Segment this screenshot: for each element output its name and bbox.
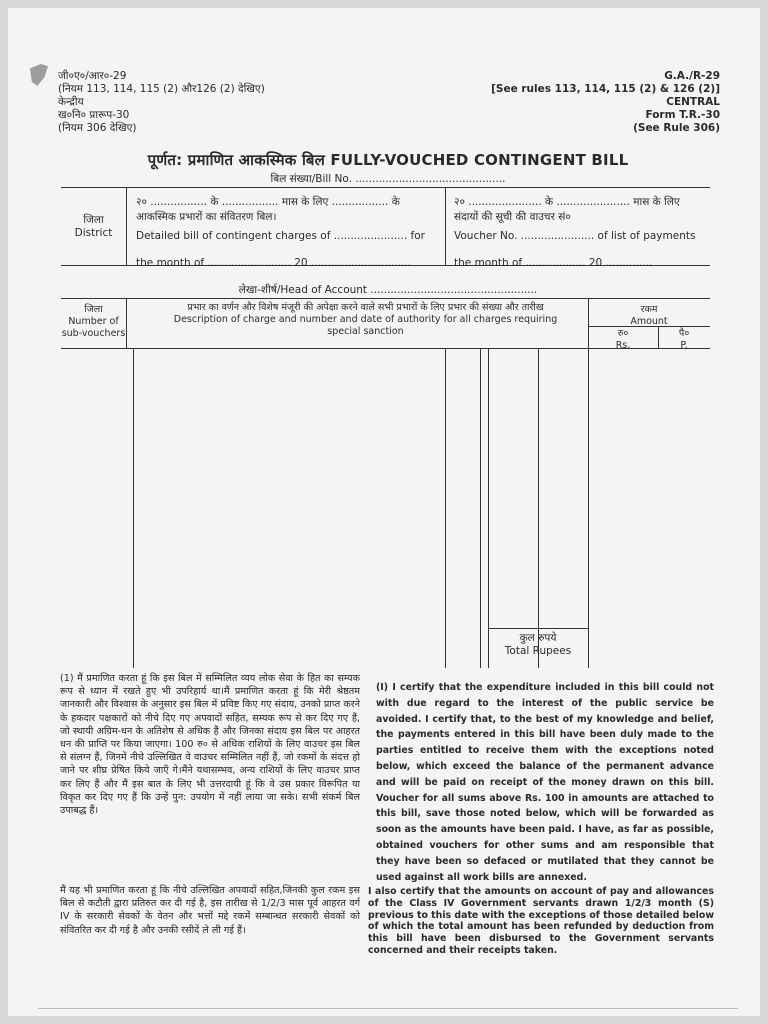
total-rupees-label [488, 632, 588, 658]
table-rule [445, 348, 446, 668]
table-rule [488, 348, 489, 668]
rule [61, 187, 710, 188]
header-right-line: (See Rule 306) [633, 122, 720, 134]
block-line: २० ...................... के ...................... मास के लिए [454, 196, 680, 208]
col-header-english: Rs. [615, 340, 631, 351]
col-subvouchers-header [61, 304, 126, 340]
corner-smudge [30, 64, 48, 86]
block-line: Voucher No. ...................... of list of payments [454, 230, 696, 242]
header-right-line: CENTRAL [666, 96, 720, 108]
voucher-block [454, 196, 712, 270]
title-english: FULLY-VOUCHED CONTINGENT BILL [330, 151, 629, 169]
certificate-hindi-2: मैं यह भी प्रमाणित करता हूं कि नीचे उल्लिखित अपवादों सहित,जिनकी कुल रकम इस बिल से कटौती द्वारा प्रतिरुत कर दी गई है, इस तारीख से 1/2/3 मास पूर्व आहरत वर्ग IV के सरकारी सेवकों के वेतन और भत्तों मद्दे रकमें सम्बान्धत सरकारी सेवकों को संवितरित कर दी गई है और उनकी रसीदें ले ली गई हैं। [60, 885, 360, 936]
block-line: संदायों की सूची की वाउचर सं० [454, 211, 571, 223]
header-left-line: केन्द्रीय [58, 96, 84, 108]
col-paise-header [658, 328, 710, 352]
bill-number: बिल संख्या/Bill No. ............................................. [270, 173, 506, 185]
form-title [108, 150, 668, 170]
total-hindi: कुल रुपये [519, 632, 557, 644]
col-rupees-header [588, 328, 658, 352]
table-rule [538, 348, 539, 668]
certificate-english-2: I also certify that the amounts on account of pay and allowances of the Class IV Government servants drawn 1/2/3 month (S) previous to this date with the exceptions of those detailed below of which the total amount has been refunded by deduction from this bill have been disbursed to the Government servants concerned and their receipts taken. [368, 886, 714, 956]
col-header-english: Number of sub-vouchers [61, 316, 126, 339]
district-label [61, 214, 126, 240]
total-english: Total Rupees [504, 645, 572, 657]
district-hindi: जिला [83, 214, 104, 226]
col-header-hindi: रकम [640, 304, 658, 315]
header-right-line: G.A./R-29 [664, 70, 720, 82]
header-right-line: [See rules 113, 114, 115 (2) & 126 (2)] [491, 83, 720, 95]
col-header-english: Amount [630, 316, 668, 327]
col-header-english: Description of charge and number and date of authority for all charges requiring special sanction [173, 314, 558, 337]
header-left-line: जी०ए०/आर०-29 [58, 70, 127, 82]
block-line: the month of ......................... 20 .............................. [136, 257, 412, 269]
rule [445, 187, 446, 265]
certificate-english-1: (I) I certify that the expenditure included in this bill could not with due regard to the interest of the public service be avoided. I certify that, to the best of my knowledge and belief, the payments entered in this bill have been duly made to the parties entitled to receive them with the exceptions noted below, which exceed the balance of the permanent advance and will be paid on receipt of the money drawn on this bill. Voucher for all sums above Rs. 100 in amounts are attached to this bill, save those noted below, which will be forwarded as soon as the amounts have been paid. I have, as far as possible, obtained vouchers for other sums and am responsible that they have been so defaced or mutilated that they cannot be used against all work bills are annexed. [376, 682, 714, 883]
col-header-hindi: पै० [678, 328, 690, 339]
certificate-hindi-1: (1) मैं प्रमाणित करता हूं कि इस बिल में सम्मिलित व्यय लोक सेवा के हित का सम्यक रूप से ध्यान में रखते हुए भी उपरिहार्य था।मैं प्रमाणित करता हूं कि मेरी श्रेष्ठतम जानकारी और विश्वास के अनुसार इस बिल में प्रविष्ट किए गए संदाय, उनको प्राप्त करने के हकदार पक्षकारों को नीचे दिए गए अपवादों सहित, सम्यक रूप से कर दिए गए हैं, जो स्थायी अग्रिम-धन के अतिशेष से अधिक हैं और जिनका संदाय इस बिल पर आहरत धन की प्राप्ति पर किया जाएगा। 100 रु० से अधिक राशियों के लिए वाउचर इस बिल से संलग्न हैं, जिनमें नीचे उल्लिखित वे वाउचर सम्मिलित नहीं हैं, जो रकमों के संदत्त हो जाने पर शीघ्र प्रेषित किये जाएँ गे।मैंने यथासम्भव, अन्य राशियों के लिए वाउचर प्राप्त कर लिए हैं और मैं इस बात के लिए भी उत्तरदायी हूं कि वे उस प्रकार विरूपित या विकृत कर दिए गए हैं कि उन्हें पुन: उपयोग में नहीं लाया जा सके। सभी संकर्म बिल उपाबद्ध हैं। [60, 673, 360, 817]
table-rule [133, 348, 134, 668]
district-english: District [74, 227, 113, 239]
block-line: Detailed bill of contingent charges of ...................... for [136, 230, 425, 242]
contingent-charges-block [136, 196, 441, 270]
header-right [458, 70, 720, 135]
col-header-hindi: जिला [84, 304, 103, 315]
header-left-line: (नियम 113, 114, 115 (2) और126 (2) देखिए) [58, 83, 265, 95]
title-hindi: पूर्णत: प्रमाणित आकस्मिक बिल [147, 151, 325, 169]
col-header-hindi: रु० [617, 328, 629, 339]
table-rule [61, 298, 710, 299]
table-rule [588, 348, 589, 668]
head-of-account: लेखा-शीर्ष/Head of Account .................................................. [238, 284, 538, 296]
block-line: आकस्मिक प्रभारों का संवितरण बिल। [136, 211, 277, 223]
table-rule [488, 628, 588, 629]
col-header-hindi: प्रभार का वर्णन और विशेष मंजूरी की अपेक्षा करने वाले सभी प्रभारों के लिए प्रभार की संख्या और तारीख [187, 302, 544, 313]
form-sheet [8, 8, 760, 1016]
rule [126, 187, 127, 265]
col-header-english: P. [680, 340, 688, 351]
header-left-line: (नियम 306 देखिए) [58, 122, 137, 134]
col-amount-header [588, 304, 710, 328]
block-line: २० ................. के ................. मास के लिए ................. के [136, 196, 400, 208]
header-right-line: Form T.R.-30 [645, 109, 720, 121]
table-rule [126, 298, 127, 348]
col-description-header [168, 302, 563, 338]
header-left [58, 70, 318, 135]
block-line: the month of .................. 20 .............. [454, 257, 653, 269]
table-rule [480, 348, 481, 668]
header-left-line: ख०नि० प्रारूप-30 [58, 109, 130, 121]
bottom-edge [38, 1008, 738, 1009]
